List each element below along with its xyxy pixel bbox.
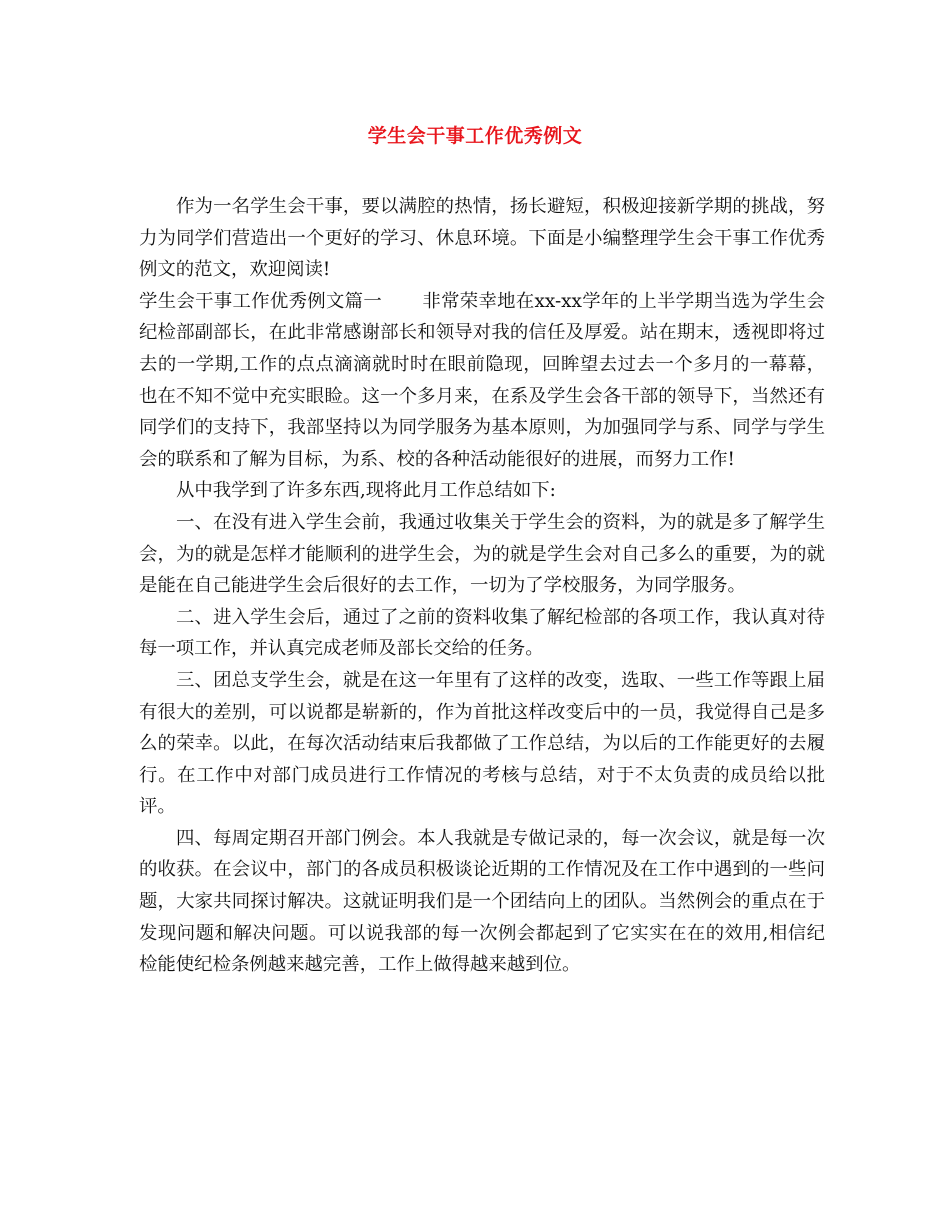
section-first-text: 非常荣幸地在xx-xx学年的上半学期当选为学生会纪检部副部长，在此非常感谢部长和领导对我的信任及厚爱。站在期末，透视即将过去的一学期,工作的点点滴滴就时时在眼前隐现，回眸望去过去一个多月的一幕幕，也在不知不觉中充实眼睑。这一个多月来，在系及学生会各干部的领导下，当然还有同学们的支持下，我部坚持以为同学服务为基本原则，为加强同学与系、同学与学生会的联系和了解为目标，为系、校的各种活动能很好的进展，而努力工作! bbox=[139, 290, 825, 470]
document-body bbox=[139, 191, 825, 981]
point-one-paragraph: 一、在没有进入学生会前，我通过收集关于学生会的资料，为的就是多了解学生会，为的就是怎样才能顺利的进学生会，为的就是学生会对自己多么的重要，为的就是能在自己能进学生会后很好的去工作，一切为了学校服务，为同学服务。 bbox=[139, 511, 825, 597]
summary-intro-paragraph: 从中我学到了许多东西,现将此月工作总结如下: bbox=[176, 480, 556, 502]
point-four-paragraph: 四、每周定期召开部门例会。本人我就是专做记录的，每一次会议，就是每一次的收获。在会议中，部门的各成员积极谈论近期的工作情况及在工作中遇到的一些问题，大家共同探讨解决。这就证明我们是一个团结向上的团队。当然例会的重点在于发现问题和解决问题。可以说我部的每一次例会都起到了它实实在在的效用,相信纪检能使纪检条例越来越完善，工作上做得越来越到位。 bbox=[139, 827, 825, 976]
point-three-paragraph: 三、团总支学生会，就是在这一年里有了这样的改变，选取、一些工作等跟上届有很大的差别，可以说都是崭新的，作为首批这样改变后中的一员，我觉得自己是多么的荣幸。以此，在每次活动结束后我都做了工作总结，为以后的工作能更好的去履行。在工作中对部门成员进行工作情况的考核与总结，对于不太负责的成员给以批评。 bbox=[139, 669, 825, 818]
document-title: 学生会干事工作优秀例文 bbox=[367, 125, 583, 147]
intro-paragraph: 作为一名学生会干事，要以满腔的热情，扬长避短，积极迎接新学期的挑战，努力为同学们营造出一个更好的学习、休息环境。下面是小编整理学生会干事工作优秀例文的范文，欢迎阅读! bbox=[139, 196, 825, 281]
section-one-paragraph bbox=[139, 286, 825, 476]
point-two-paragraph: 二、进入学生会后，通过了之前的资料收集了解纪检部的各项工作，我认真对待每一项工作，并认真完成老师及部长交给的任务。 bbox=[139, 606, 825, 660]
section-label: 学生会干事工作优秀例文篇一 bbox=[139, 290, 383, 312]
